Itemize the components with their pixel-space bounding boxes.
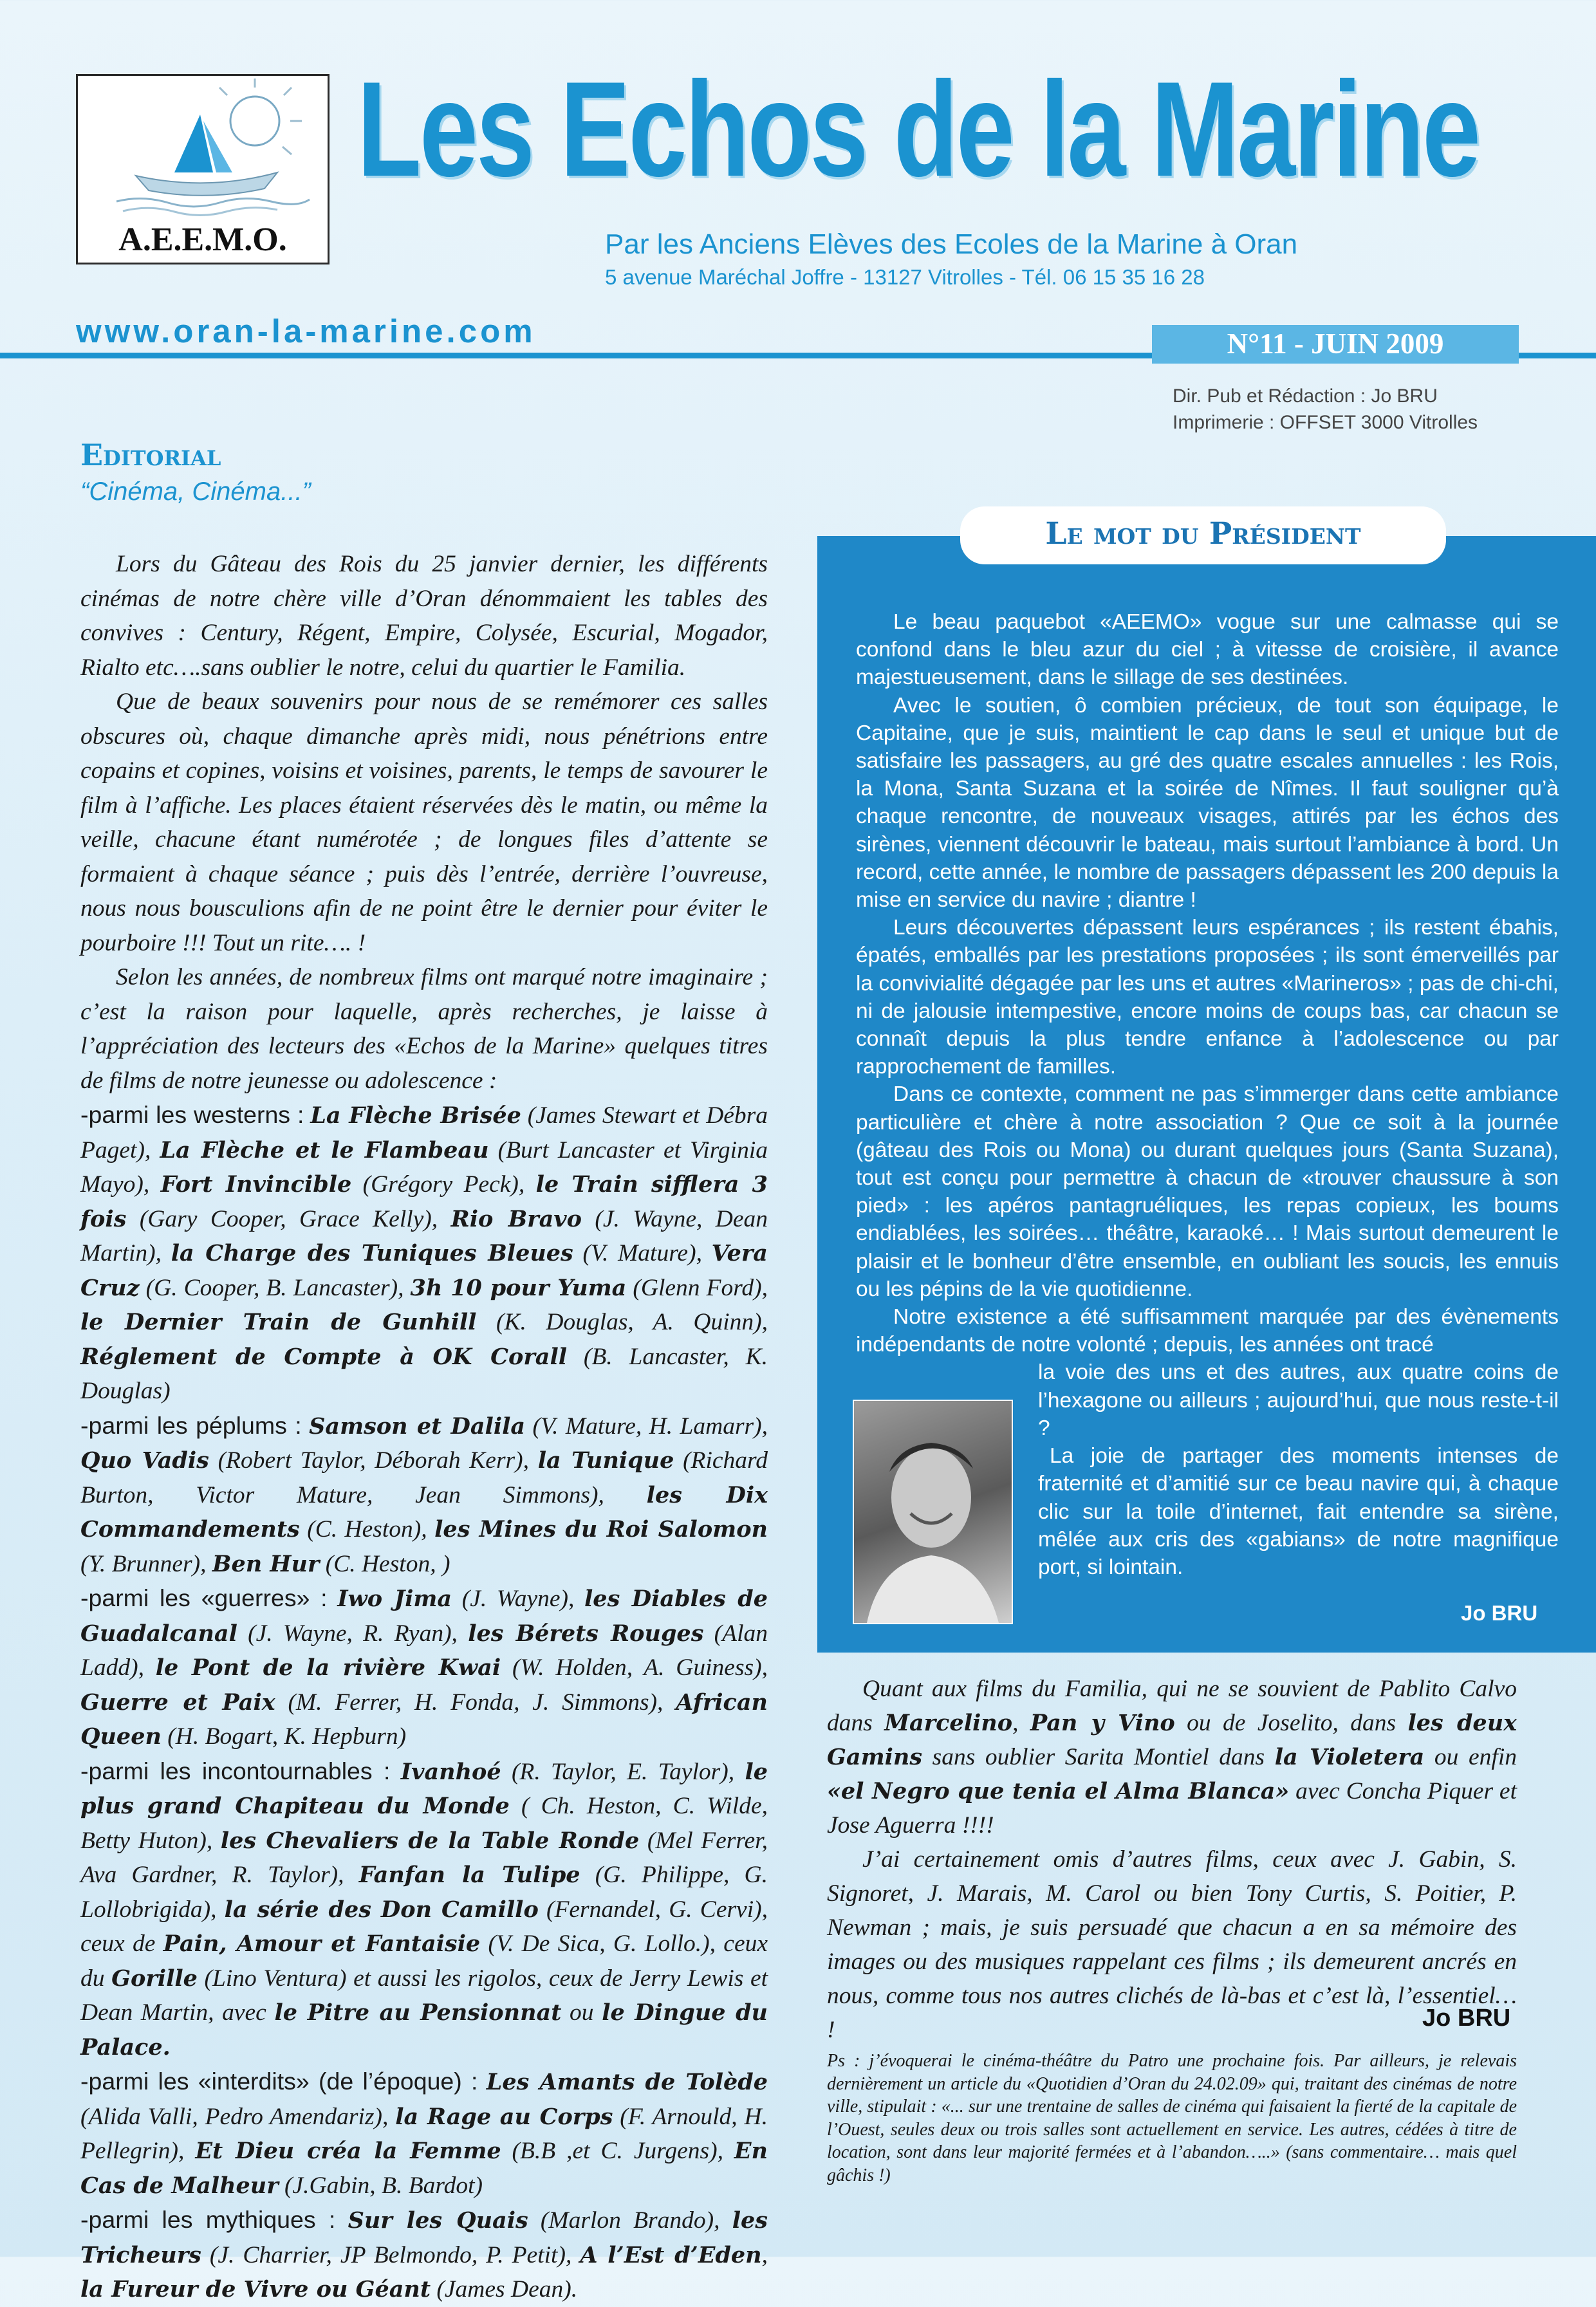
boat-sun-logo-icon (78, 76, 328, 218)
film-list-peplums: -parmi les péplums : Samson et Dalila (V. Mature, H. Lamarr), Quo Vadis (Robert Taylor, Déborah Kerr), la Tunique (Richard Burton, Victor Mature, Jean Simmons), les Dix Commandements (C. Heston), les Mines du Roi Salomon (Y. Brunner), Ben Hur (C. Heston, ) (80, 1411, 768, 1577)
president-paragraph: la voie des uns et des autres, aux quatre coins de l’hexagone ou ailleurs ; aujourd’hui, que nous reste-t-il ? (1038, 1360, 1559, 1440)
credit-editor: Dir. Pub et Rédaction : Jo BRU (1173, 385, 1438, 407)
editorial-subtitle: “Cinéma, Cinéma...” (80, 477, 311, 506)
president-paragraph: Leurs découvertes dépassent leurs espérances ; ils restent ébahis, épatés, emballés par les prestations proposées ; ils sont émerveillés par la convivialité dégagée par les uns et autres «Marineros» ; pas de chi-chi, ni de jalousie intempestive, encore moins de coups bas, car chacun se connaît depuis la plus tendre enfance à l’adolescence ou par rapprochement de familles. (856, 916, 1559, 1079)
film-list-guerres: -parmi les «guerres» : Iwo Jima (J. Wayne), les Diables de Guadalcanal (J. Wayne, R. Ryan), les Bérets Rouges (Alan Ladd), le Pont de la rivière Kwai (W. Holden, A. Guiness), Guerre et Paix (M. Ferrer, H. Fonda, J. Simmons), African Queen (H. Bogart, K. Hepburn) (80, 1584, 768, 1750)
newsletter-title: Les Echos de la Marine (357, 53, 1479, 205)
logo-text: A.E.E.M.O. (118, 221, 287, 258)
president-paragraph: Le beau paquebot «AEEMO» vogue sur une calmasse qui se confond dans le bleu azur du ciel ; à vitesse de croisière, il avance majestueusement, dans le sillage de ses destinées. (856, 610, 1559, 690)
president-paragraph: Notre existence a été suffisamment marquée par des évènements indépendants de notre volonté ; depuis, les années ont tracé (856, 1305, 1559, 1357)
film-list-incontournables: -parmi les incontournables : Ivanhoé (R. Taylor, E. Taylor), le plus grand Chapiteau du Monde ( Ch. Heston, C. Wilde, Betty Huton), les Chevaliers de la Table Ronde (Mel Ferrer, Ava Gardner, R. Taylor), Fanfan la Tulipe (G. Philippe, G. Lollobrigida), la série des Don Camillo (Fernandel, G. Cervi), ceux de Pain, Amour et Fantaisie (V. De Sica, G. Lollo.), ceux du Gorille (Lino Ventura) et aussi les rigolos, ceux de Jerry Lewis et Dean Martin, avec le Pitre au Pensionnat ou le Dingue du Palace. (80, 1757, 768, 2061)
editorial-continuation (827, 1672, 1517, 2047)
president-heading: Le mot du Président (1045, 516, 1361, 551)
issue-number: N°11 - JUIN 2009 (1227, 328, 1444, 360)
portrait-icon (854, 1401, 1012, 1623)
president-paragraph: Dans ce contexte, comment ne pas s’immerger dans cette ambiance particulière et chère à notre association ? Que ce soit à la journée (gâteau des Rois ou Mona) ou durant quelques jours (Santa Suzana), tout est conçu pour permettre à chacun de «trouver chaussure à son pied» : les apéros pantagruéliques, les repas copieux, les boums endiablées, les soirées… théâtre, karaoké… ! Mais surtout demeurent le plaisir et le bonheur d’être ensemble, en oubliant les soucis, les ennuis ou les pépins de la vie quotidienne. (856, 1082, 1559, 1301)
editorial-paragraph: Selon les années, de nombreux films ont marqué notre imaginaire ; c’est la raison pour laquelle, après recherches, je laisse à l’appréciation des lecteurs des «Echos de la Marine» quelques titres de films de notre jeunesse ou adolescence : (80, 964, 768, 1094)
association-logo (76, 74, 329, 264)
editorial-paragraph: Lors du Gâteau des Rois du 25 janvier dernier, les différents cinémas de notre chère ville d’Oran dénommaient les tables des convives : Century, Régent, Empire, Colysée, Escurial, Mogador, Rialto etc….sans oublier le notre, celui du quartier le Familia. (80, 551, 768, 681)
editorial-paragraph: Quant aux films du Familia, qui ne se souvient de Pablito Calvo dans Marcelino, Pan y Vino ou de Joselito, dans les deux Gamins sans oublier Sarita Montiel dans la Violetera ou enfin «el Negro que tenia el Alma Blanca» avec Concha Piquer et Jose Aguerra !!!! (827, 1676, 1517, 1839)
editorial-body (80, 547, 768, 2307)
film-list-interdits: -parmi les «interdits» (de l’époque) : Les Amants de Tolède (Alida Valli, Pedro Amendariz), la Rage au Corps (F. Arnould, H. Pellegrin), Et Dieu créa la Femme (B.B ,et C. Jurgens), En Cas de Malheur (J.Gabin, B. Bardot) (80, 2068, 768, 2199)
editorial-signature: Jo BRU (1422, 2005, 1511, 2032)
credits (1173, 383, 1478, 436)
president-paragraph: Avec le soutien, ô combien précieux, de tout son équipage, le Capitaine, que je suis, maintient le cap dans le seul et unique but de satisfaire les passagers, au gré des quatre escales annuelles : les Rois, la Mona, Santa Suzana et la soirée de Nîmes. Il faut souligner qu’à chaque rencontre, de nouveaux visages, attirés par les échos des sirènes, viennent découvrir le bateau, mais surtout l’ambiance à bord. Un record, cette année, le nombre de passagers dépassent les 200 depuis la mise en service du navire ; diantre ! (856, 693, 1559, 913)
postscript: Ps : j’évoquerai le cinéma-théâtre du Patro une prochaine fois. Par ailleurs, je relevais dernièrement un article du «Quotidien d’Oran du 24.02.09» qui, traitant des cinémas de notre ville, stipulait : «... sur une trentaine de salles de cinéma qui faisaient la fierté de la capitale de l’Ouest, seules deux ou trois salles sont actuellement en service. Les autres, cédées à titre de location, sont dans leur majorité fermées et à l’abandon…..» (sans commentaire… mais quel gâchis !) (827, 2051, 1517, 2185)
address: 5 avenue Maréchal Joffre - 13127 Vitrolles - Tél. 06 15 35 16 28 (605, 265, 1205, 289)
president-photo (853, 1400, 1013, 1624)
editorial-heading: Editorial (80, 438, 221, 472)
editorial-paragraph: Que de beaux souvenirs pour nous de se remémorer ces salles obscures où, chaque dimanche après midi, nous pénétrions entre copains et copines, voisins et voisines, parents, le temps de savourer le film à l’affiche. Les places étaient réservées dès le matin, ou même la veille, chacune étant numérotée ; de longues files d’attente se formaient à chaque séance ; puis dès l’entrée, derrière l’ouvreuse, nous nous bousculions afin de ne point être le dernier pour éviter le pourboire !!! Tout un rite…. ! (80, 689, 768, 956)
president-signature: Jo BRU (1461, 1601, 1538, 1625)
credit-printer: Imprimerie : OFFSET 3000 Vitrolles (1173, 412, 1478, 433)
film-list-mythiques: -parmi les mythiques : Sur les Quais (Marlon Brando), les Tricheurs (J. Charrier, JP Belmondo, P. Petit), A l’Est d’Eden, la Fureur de Vivre ou Géant (James Dean). (80, 2206, 768, 2302)
newsletter-subtitle: Par les Anciens Elèves des Ecoles de la Marine à Oran (605, 228, 1298, 260)
editorial-paragraph: J’ai certainement omis d’autres films, ceux avec J. Gabin, S. Signoret, J. Marais, M. Carol ou bien Tony Curtis, S. Poitier, P. Newman ; mais, je suis persuadé que chacun a en sa mémoire des images ou des musiques rappelant ces films ; ils demeurent ancrés en nous, comme tous nos autres clichés de là-bas et c’est là, l’essentiel… ! (827, 1846, 1517, 2043)
website-link[interactable]: www.oran-la-marine.com (76, 313, 536, 349)
president-paragraph: La joie de partager des moments intenses de fraternité et d’amitié sur ce beau navire qui, à chaque clic sur la toile d’internet, fait entendre sa sirène, mêlée aux cris des «gabians» de notre magnifique port, si lointain. (1038, 1444, 1559, 1579)
film-list-westerns: -parmi les westerns : La Flèche Brisée (James Stewart et Débra Paget), La Flèche et le Flambeau (Burt Lancaster et Virginia Mayo), Fort Invincible (Grégory Peck), le Train sifflera 3 fois (Gary Cooper, Grace Kelly), Rio Bravo (J. Wayne, Dean Martin), la Charge des Tuniques Bleues (V. Mature), Vera Cruz (G. Cooper, B. Lancaster), 3h 10 pour Yuma (Glenn Ford), le Dernier Train de Gunhill (K. Douglas, A. Quinn), Réglement de Compte à OK Corall (B. Lancaster, K. Douglas) (80, 1101, 768, 1404)
